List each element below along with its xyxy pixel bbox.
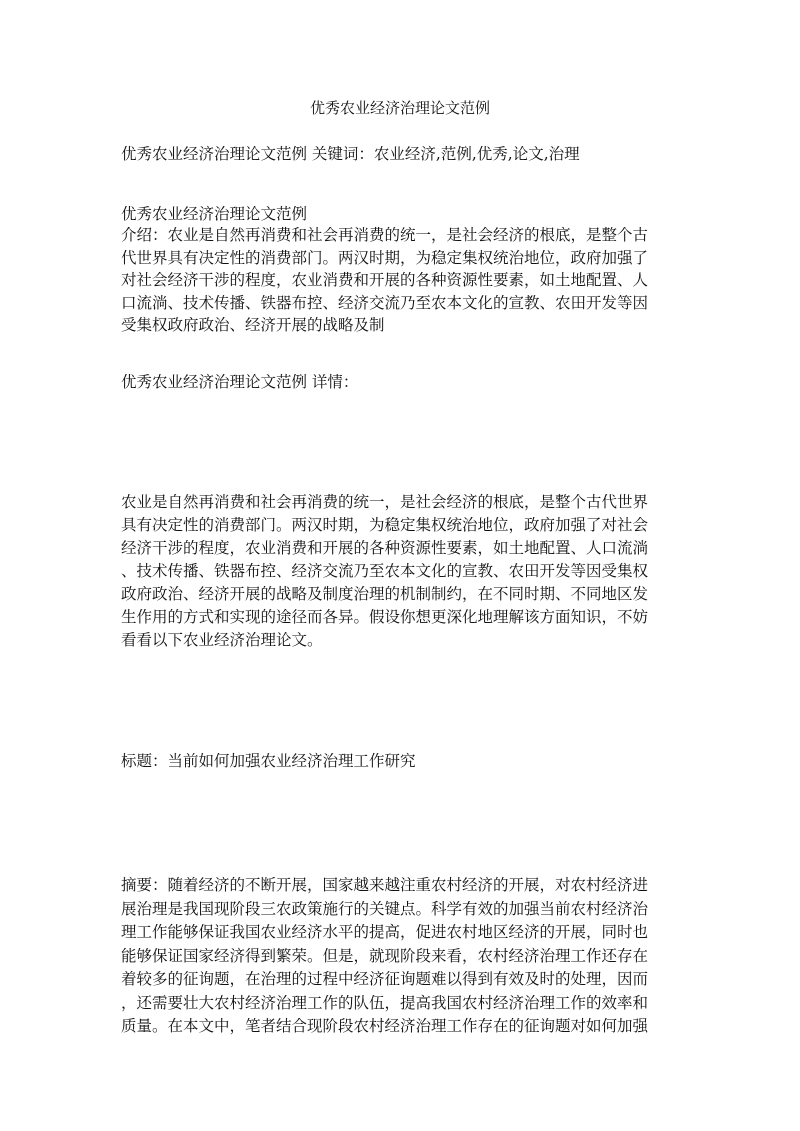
document-title: 优秀农业经济治理论文范例 [309, 99, 490, 117]
abstract-line: 着较多的征询题，在治理的过程中经济征询题难以得到有效及时的处理，因而 [121, 970, 649, 988]
abstract-line: 展治理是我国现阶段三农政策施行的关键点。科学有效的加强当前农村经济治 [121, 899, 649, 918]
intro-line: 对社会经济干涉的程度，农业消费和开展的各种资源性要素，如土地配置、人 [121, 271, 649, 289]
paper-title: 标题：当前如何加强农业经济治理工作研究 [121, 752, 416, 770]
intro-paragraph [121, 224, 681, 337]
body-line: 农业是自然再消费和社会再消费的统一，是社会经济的根底，是整个古代世界 [121, 493, 649, 511]
intro-line: 口流淌、技术传播、铁器布控、经济交流乃至农本文化的宣教、农田开发等因 [121, 293, 649, 312]
intro-line: 介绍：农业是自然再消费和社会再消费的统一，是社会经济的根底，是整个古 [121, 226, 649, 244]
body-paragraph [121, 491, 681, 652]
intro-line: 受集权政府政治、经济开展的战略及制 [121, 316, 385, 334]
abstract-line: 理工作能够保证我国农业经济水平的提高，促进农村地区经济的开展，同时也 [121, 923, 649, 941]
details-heading: 优秀农业经济治理论文范例 详情： [121, 373, 359, 391]
keywords-line: 优秀农业经济治理论文范例 关键词：农业经济,范例,优秀,论文,治理 [121, 145, 580, 163]
body-line: 看看以下农业经济治理论文。 [121, 631, 323, 649]
body-line: 生作用的方式和实现的途径而各异。假设你想更深化地理解该方面知识，不妨 [121, 608, 649, 626]
abstract-line: ，还需要壮大农村经济治理工作的队伍，提高我国农村经济治理工作的效率和 [121, 993, 649, 1012]
abstract-paragraph [121, 874, 681, 1039]
abstract-line: 质量。在本文中，笔者结合现阶段农村经济治理工作存在的征询题对如何加强 [121, 1017, 649, 1035]
body-line: 经济干涉的程度，农业消费和开展的各种资源性要素，如土地配置、人口流淌 [121, 539, 649, 557]
body-line: 、技术传播、铁器布控、经济交流乃至农本文化的宣教、农田开发等因受集权 [121, 562, 649, 580]
abstract-line: 能够保证国家经济得到繁荣。但是，就现阶段来看，农村经济治理工作还存在 [121, 946, 649, 965]
intro-heading: 优秀农业经济治理论文范例 [121, 205, 308, 223]
abstract-line: 摘要：随着经济的不断开展，国家越来越注重农村经济的开展，对农村经济进 [121, 876, 649, 894]
body-line: 具有决定性的消费部门。两汉时期，为稳定集权统治地位，政府加强了对社会 [121, 516, 649, 534]
intro-line: 代世界具有决定性的消费部门。两汉时期，为稳定集权统治地位，政府加强了 [121, 248, 649, 267]
body-line: 政府政治、经济开展的战略及制度治理的机制制约，在不同时期、不同地区发 [121, 585, 649, 603]
